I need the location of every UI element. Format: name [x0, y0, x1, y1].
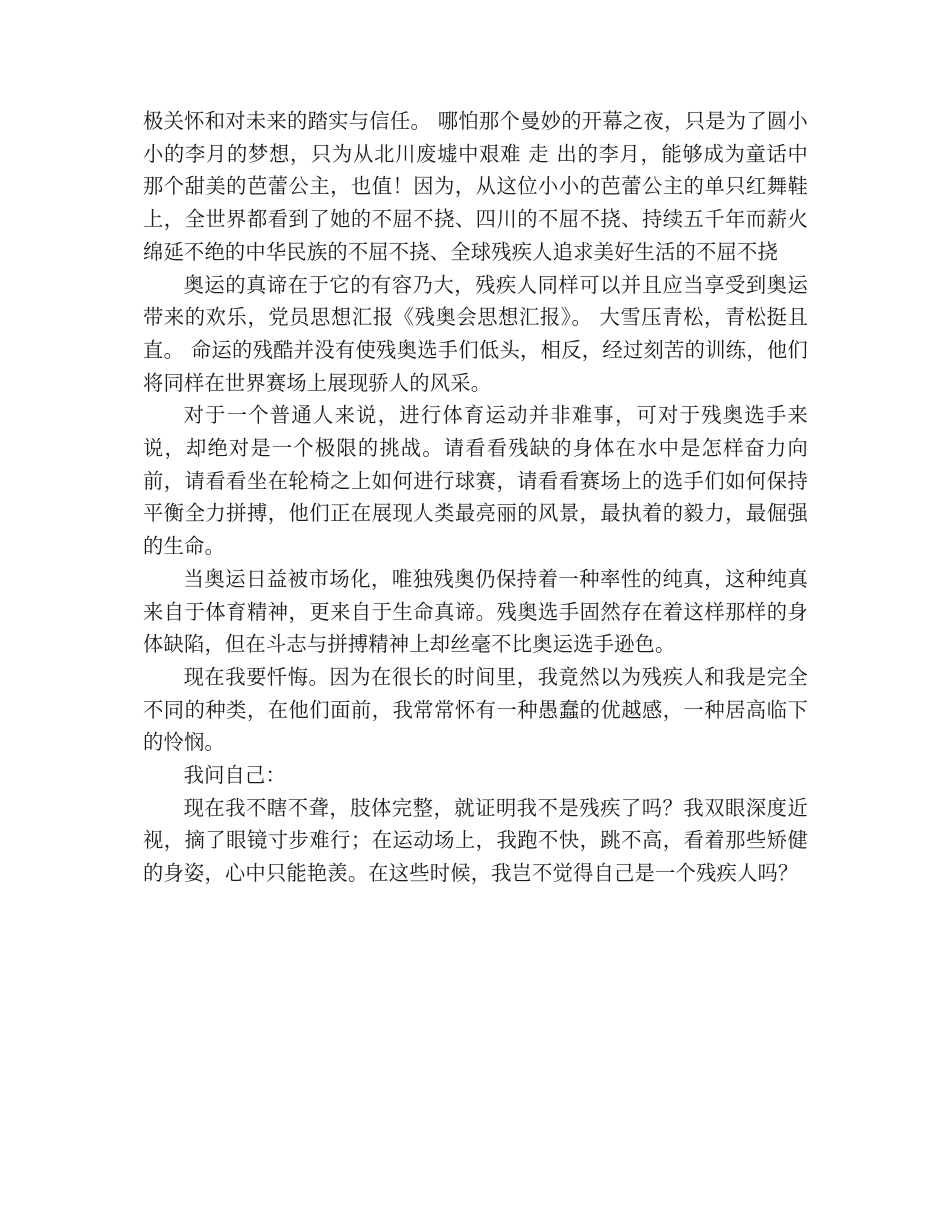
paragraph-3: 对于一个普通人来说，进行体育运动并非难事，可对于残奥选手来说，却绝对是一个极限的挑战。请看看残缺的身体在水中是怎样奋力向前，请看看坐在轮椅之上如何进行球赛，请看看赛场上的选手们如何保持平衡全力拼搏，他们正在展现人类最亮丽的风景，最执着的毅力，最倔强的生命。 — [143, 403, 808, 559]
paragraph-6: 我问自己： — [183, 763, 287, 788]
paragraph-5: 现在我要忏悔。因为在很长的时间里，我竟然以为残疾人和我是完全不同的种类，在他们面前，我常常怀有一种愚蠢的优越感，一种居高临下的怜悯。 — [143, 664, 808, 755]
paragraph-4: 当奥运日益被市场化，唯独残奥仍保持着一种率性的纯真，这种纯真来自于体育精神，更来自于生命真谛。残奥选手固然存在着这样那样的身体缺陷，但在斗志与拼搏精神上却丝毫不比奥运选手逊色。 — [143, 566, 808, 657]
paragraph-7: 现在我不瞎不聋，肢体完整，就证明我不是残疾了吗？我双眼深度近视，摘了眼镜寸步难行；在运动场上，我跑不快，跳不高，看着那些矫健的身姿，心中只能艳羡。在这些时候，我岂不觉得自己是一个残疾人吗？ — [143, 795, 808, 886]
paragraph-1: 极关怀和对未来的踏实与信任。 哪怕那个曼妙的开幕之夜，只是为了圆小小的李月的梦想，只为从北川废墟中艰难 走 出的李月，能够成为童话中那个甜美的芭蕾公主，也值！因为，从这位小小的芭蕾公主的单只红舞鞋上，全世界都看到了她的不屈不挠、四川的不屈不挠、持续五千年而薪火绵延不绝的中华民族的不屈不挠、全球残疾人追求美好生活的不屈不挠 — [143, 109, 808, 264]
paragraph-2: 奥运的真谛在于它的有容乃大，残疾人同样可以并且应当享受到奥运带来的欢乐，党员思想汇报《残奥会思想汇报》。 大雪压青松，青松挺且直。 命运的残酷并没有使残奥选手们低头，相反，经过刻苦的训练，他们将同样在世界赛场上展现骄人的风采。 — [143, 272, 808, 395]
document-body — [143, 105, 808, 890]
